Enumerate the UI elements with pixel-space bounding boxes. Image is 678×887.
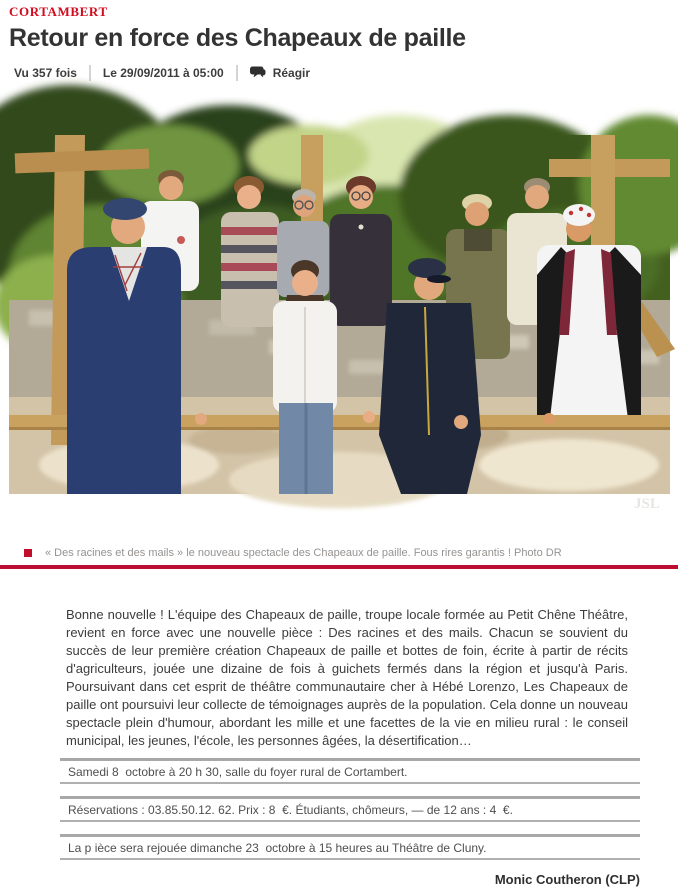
caption-bullet-icon (24, 549, 32, 557)
event-info-row: Samedi 8 octobre à 20 h 30, salle du foyer rural de Cortambert. (60, 758, 640, 784)
speech-bubble-icon (250, 66, 266, 80)
page-title: Retour en force des Chapeaux de paille (9, 24, 466, 52)
view-count: Vu 357 fois (14, 66, 77, 80)
event-info-list (60, 758, 640, 860)
event-info-row: La p ièce sera rejouée dimanche 23 octobre à 15 heures au Théâtre de Cluny. (60, 834, 640, 860)
photo-caption: « Des racines et des mails » le nouveau spectacle des Chapeaux de paille. Fous rires garantis ! Photo DR (45, 547, 562, 559)
publish-date: Le 29/09/2011 à 05:00 (102, 66, 224, 80)
article-page (0, 4, 678, 887)
meta-divider (236, 65, 238, 81)
category-label[interactable]: CORTAMBERT (9, 4, 108, 19)
react-button[interactable] (250, 66, 310, 80)
meta-divider (89, 65, 91, 81)
photo-caption-row (9, 547, 669, 559)
jsl-photo-watermark: JSL (634, 496, 660, 512)
author-byline: Monic Coutheron (CLP) (494, 872, 640, 887)
react-label: Réagir (272, 66, 311, 80)
event-info-row: Réservations : 03.85.50.12. 62. Prix : 8 €. Étudiants, chômeurs, — de 12 ans : 4 €. (60, 796, 640, 822)
article-body: Bonne nouvelle ! L'équipe des Chapeaux de paille, troupe locale formée au Petit Chêne Théâtre, revient en force avec une nouvelle pièce : Des racines et des mails. Chacun se souvient du succès de leur première création Chapeaux de paille et bottes de foin, écrite à partir de récits d'agriculteurs, jouée une dizaine de fois à guichets fermés dans la région et jusqu'à Paris. Poursuivant dans cet esprit de théâtre communautaire cher à Hébé Lorenzo, Les Chapeaux de paille ont poursuivi leur collecte de témoignages auprès de la population. Cela donne un nouveau spectacle plein d'humour, abordant les mille et une facettes de la vie en milieu rural : le conseil municipal, les jeunes, l'école, les personnes âgées, la désertification… (66, 607, 628, 748)
section-divider-rule (0, 565, 678, 569)
article-meta (9, 63, 669, 83)
group-photo-illustration (9, 135, 670, 494)
article-photo[interactable] (9, 135, 670, 494)
